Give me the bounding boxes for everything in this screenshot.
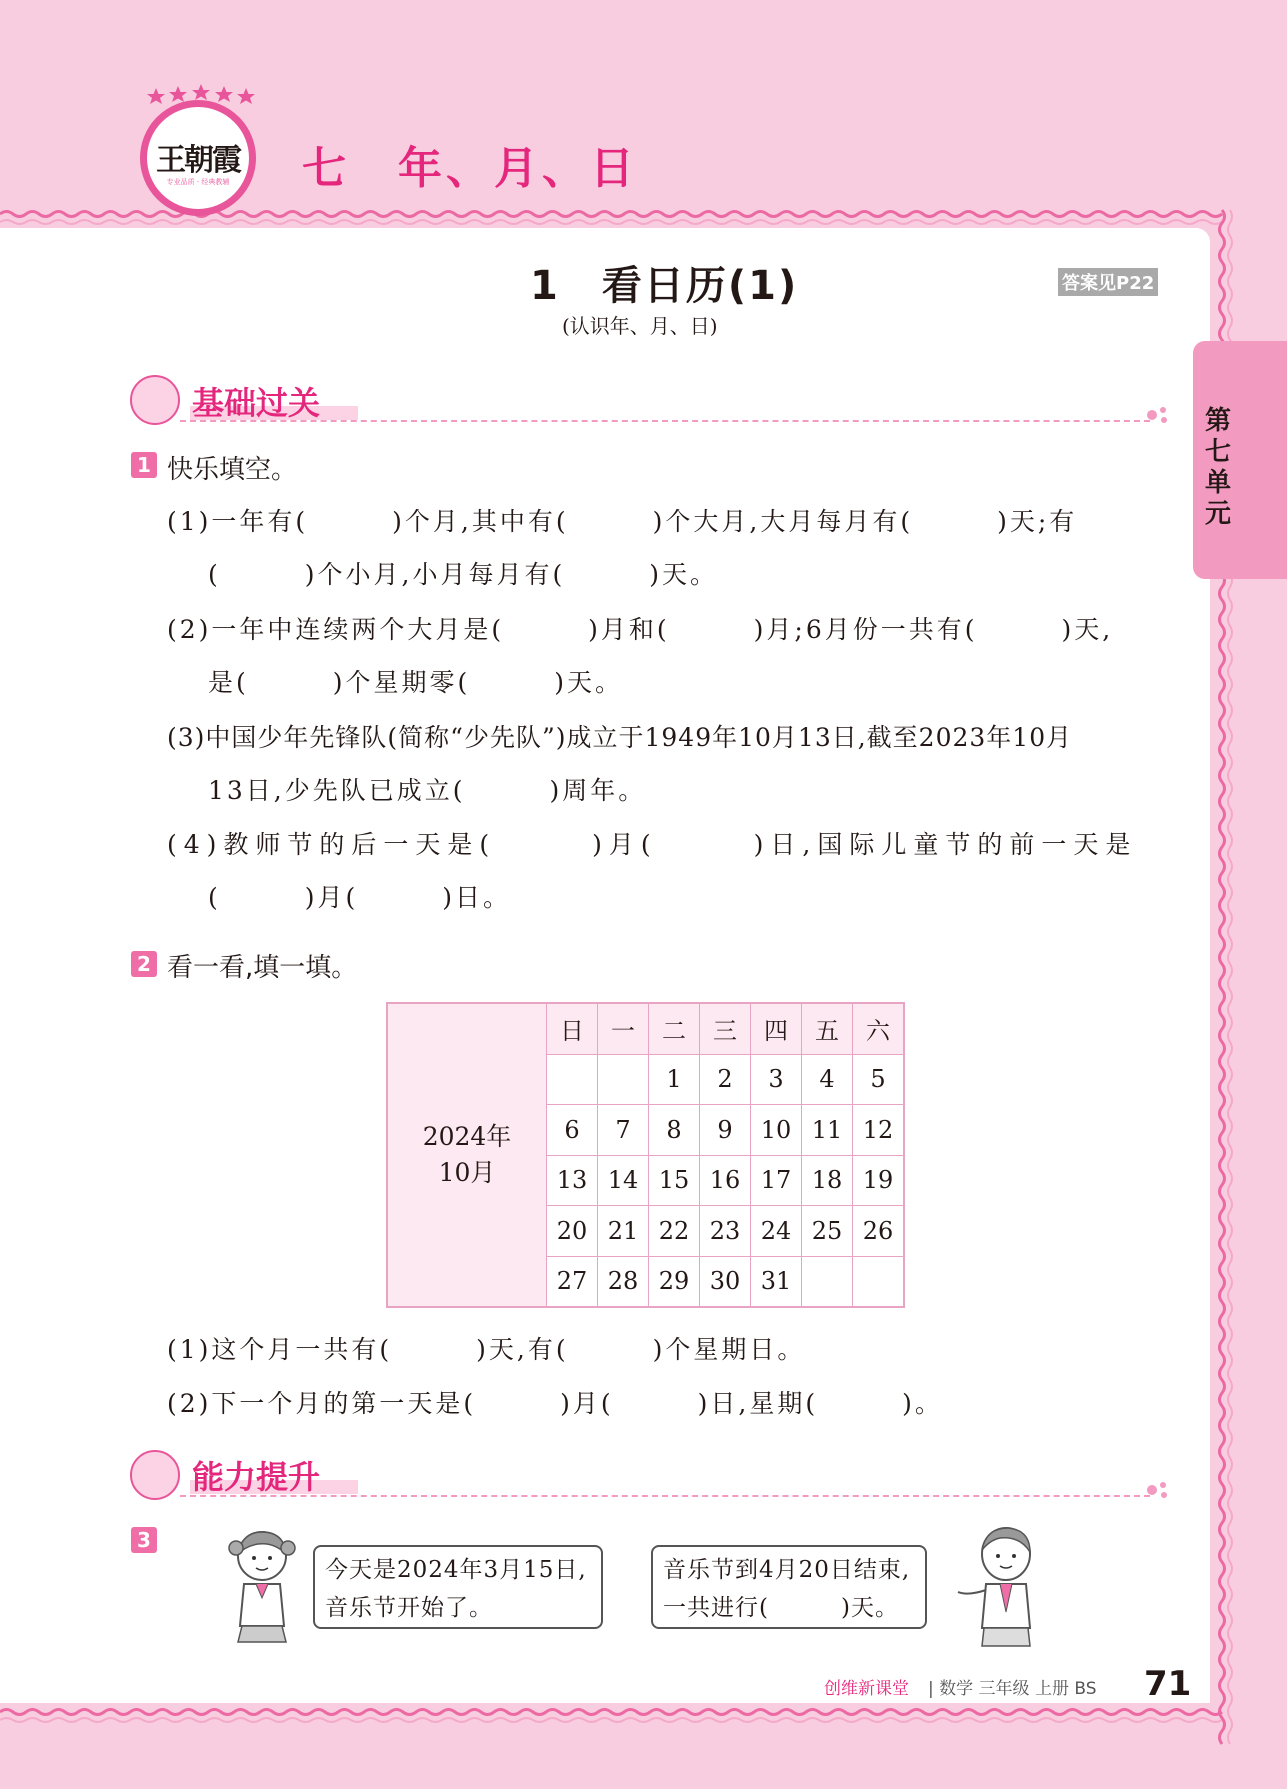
q1-line: (3)中国少年先锋队(简称“少先队”)成立于1949年10月13日,截至2023年10月 — [167, 723, 1073, 752]
calendar-day: 17 — [751, 1155, 802, 1206]
calendar-day: 25 — [802, 1206, 853, 1257]
calendar-day: 3 — [751, 1054, 802, 1105]
calendar-year: 2024年 — [422, 1122, 512, 1151]
q1-line: 13日,少先队已成立( )周年。 — [208, 776, 647, 805]
unit-side-tab-label: 第七单元 — [1204, 406, 1231, 529]
calendar-day: 27 — [547, 1256, 598, 1307]
lesson-title: 1 看日历(1) — [530, 263, 799, 309]
girl-avatar-icon — [130, 1450, 180, 1500]
calendar-day: 26 — [853, 1206, 905, 1257]
weekday-header: 六 — [853, 1003, 905, 1054]
calendar-month-label — [387, 1003, 547, 1307]
calendar-day: 24 — [751, 1206, 802, 1257]
calendar-day: 16 — [700, 1155, 751, 1206]
dots-ornament-icon — [1146, 405, 1170, 425]
question-2-title: 看一看,填一填。 — [167, 953, 358, 983]
answer-reference-tag: 答案见P22 — [1058, 268, 1158, 296]
calendar-day: 18 — [802, 1155, 853, 1206]
calendar-day: 23 — [700, 1206, 751, 1257]
logo-text: 王朝霞 — [156, 143, 240, 178]
calendar-day: 30 — [700, 1256, 751, 1307]
girl-speech-line: 今天是2024年3月15日, — [325, 1557, 587, 1583]
calendar-day: 2 — [700, 1054, 751, 1105]
weekday-header: 四 — [751, 1003, 802, 1054]
girl-speech-bubble — [313, 1545, 603, 1629]
question-number-2: 2 — [131, 951, 157, 977]
weekday-header: 三 — [700, 1003, 751, 1054]
calendar-day: 31 — [751, 1256, 802, 1307]
calendar-day: 28 — [598, 1256, 649, 1307]
page-number: 71 — [1144, 1664, 1192, 1704]
calendar-day — [547, 1054, 598, 1105]
q2-line: (2)下一个月的第一天是( )月( )日,星期( )。 — [167, 1389, 943, 1418]
q2-line: (1)这个月一共有( )天,有( )个星期日。 — [167, 1335, 806, 1364]
footer-brand: 创维新课堂 — [824, 1679, 909, 1699]
question-number-1: 1 — [131, 452, 157, 478]
boy-speech-bubble — [651, 1545, 927, 1629]
boy-speech-line: 一共进行( )天。 — [663, 1595, 899, 1621]
brand-logo — [140, 100, 256, 216]
question-number-3: 3 — [131, 1527, 157, 1553]
calendar-day: 11 — [802, 1105, 853, 1156]
q1-line: (1)一年有( )个月,其中有( )个大月,大月每月有( )天;有 — [167, 507, 1078, 536]
calendar-day: 7 — [598, 1105, 649, 1156]
q1-line: (2)一年中连续两个大月是( )月和( )月;6月份一共有( )天, — [167, 615, 1114, 644]
girl-speech-line: 音乐节开始了。 — [325, 1595, 493, 1621]
calendar-day — [853, 1256, 905, 1307]
girl-illustration-icon — [222, 1526, 304, 1644]
calendar-day: 13 — [547, 1155, 598, 1206]
q1-line: ( )月( )日。 — [208, 883, 512, 912]
calendar-day: 10 — [751, 1105, 802, 1156]
section-basic-divider — [180, 420, 1150, 422]
weekday-header: 五 — [802, 1003, 853, 1054]
calendar-day: 4 — [802, 1054, 853, 1105]
section-advanced-title: 能力提升 — [192, 1458, 321, 1496]
q1-line: 是( )个星期零( )天。 — [208, 668, 624, 697]
weekday-header: 二 — [649, 1003, 700, 1054]
calendar-day: 8 — [649, 1105, 700, 1156]
calendar-day: 5 — [853, 1054, 905, 1105]
girl-avatar-icon — [130, 375, 180, 425]
weekday-header: 一 — [598, 1003, 649, 1054]
calendar-day: 12 — [853, 1105, 905, 1156]
q1-line: (4)教师节的后一天是( )月( )日,国际儿童节的前一天是 — [167, 830, 1138, 859]
calendar-day: 6 — [547, 1105, 598, 1156]
lesson-subtitle: (认识年、月、日) — [562, 314, 718, 338]
calendar-day — [802, 1256, 853, 1307]
calendar-day: 22 — [649, 1206, 700, 1257]
calendar-day: 19 — [853, 1155, 905, 1206]
calendar-day: 15 — [649, 1155, 700, 1206]
calendar-day: 21 — [598, 1206, 649, 1257]
calendar-table — [386, 1002, 905, 1308]
boy-illustration-icon — [950, 1522, 1050, 1650]
section-basic-title: 基础过关 — [192, 384, 321, 422]
dots-ornament-icon — [1146, 1480, 1170, 1500]
unit-title: 七 年、月、日 — [302, 143, 638, 194]
calendar-day: 9 — [700, 1105, 751, 1156]
footer-book-info: | 数学 三年级 上册 BS — [928, 1679, 1097, 1699]
calendar-day: 1 — [649, 1054, 700, 1105]
boy-speech-line: 音乐节到4月20日结束, — [663, 1557, 911, 1583]
calendar-month: 10月 — [438, 1158, 496, 1187]
weekday-header: 日 — [547, 1003, 598, 1054]
q1-line: ( )个小月,小月每月有( )天。 — [208, 560, 718, 589]
calendar-day: 29 — [649, 1256, 700, 1307]
logo-subtext: 专业品质 · 经典教辅 — [166, 178, 230, 186]
question-1-title: 快乐填空。 — [167, 455, 298, 485]
section-advanced-divider — [180, 1495, 1150, 1497]
calendar-day: 14 — [598, 1155, 649, 1206]
calendar-day: 20 — [547, 1206, 598, 1257]
calendar-day — [598, 1054, 649, 1105]
